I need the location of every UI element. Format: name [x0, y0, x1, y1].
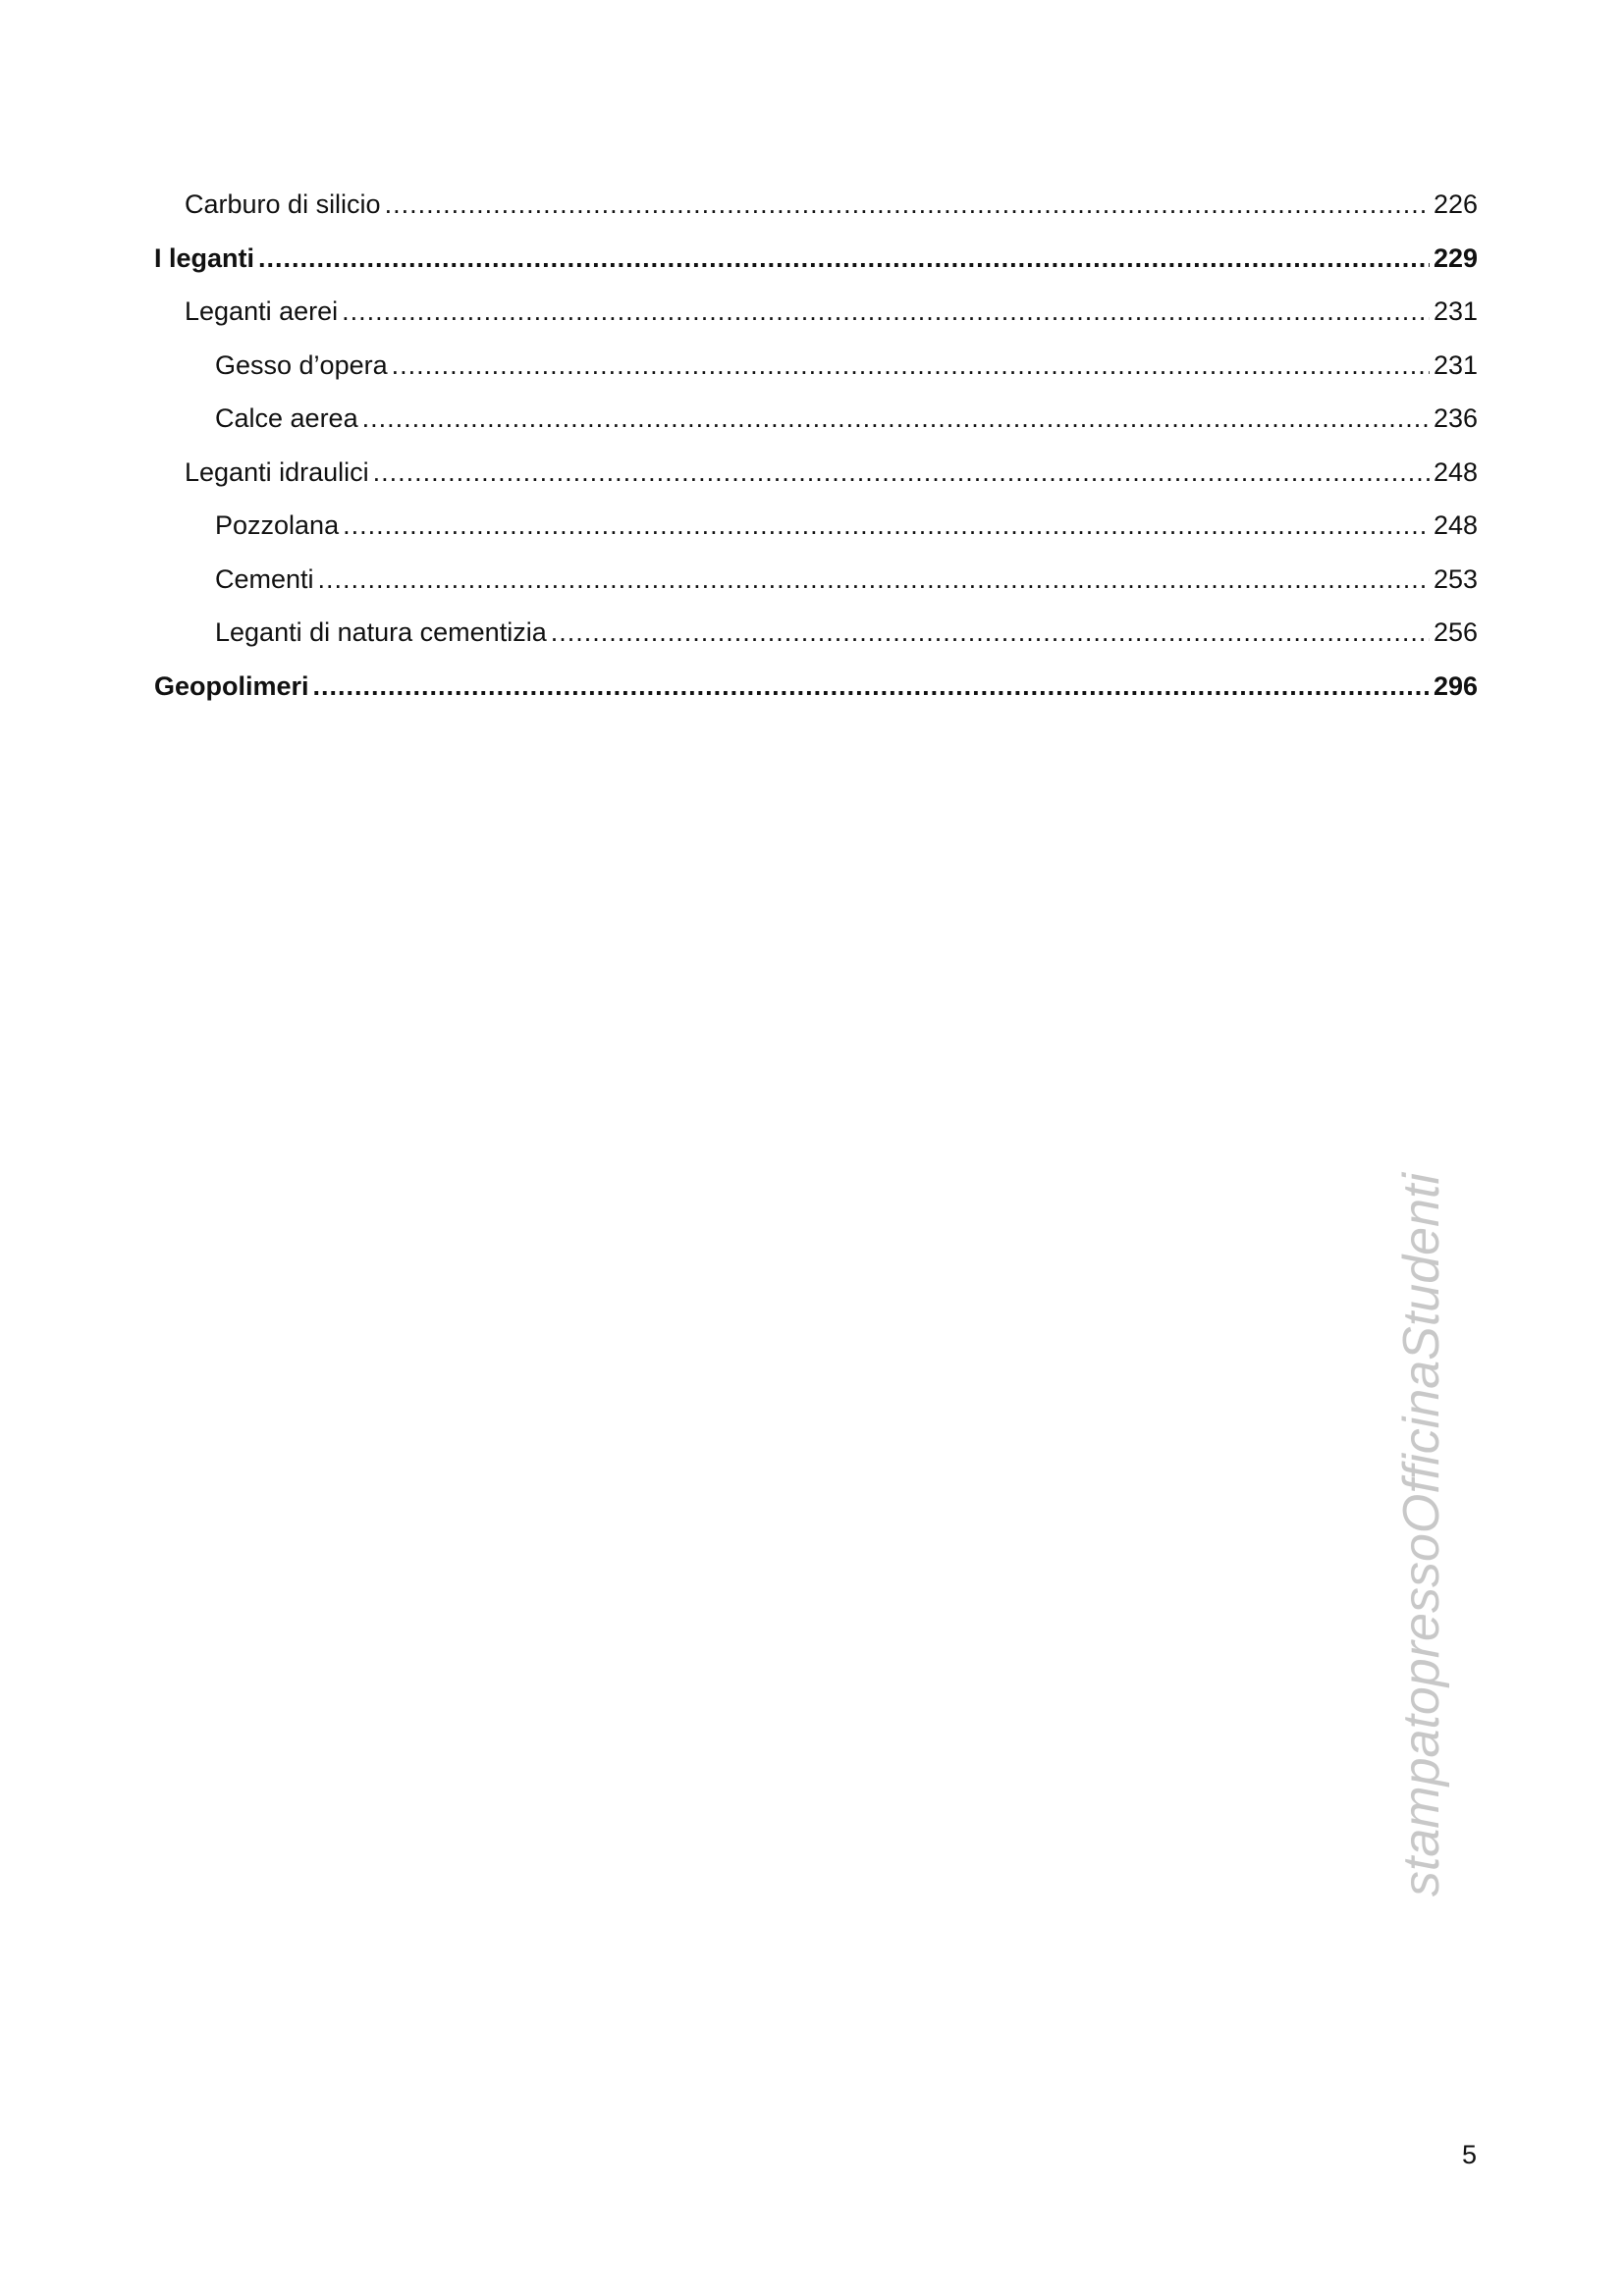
toc-entry-title: Gesso d’opera [215, 349, 388, 380]
toc-dot-leader [342, 298, 1430, 325]
toc-entry-pozzolana[interactable] [154, 512, 1478, 566]
toc-entry-carburo-di-silicio[interactable] [154, 191, 1478, 245]
toc-entry-page: 256 [1433, 617, 1478, 647]
toc-entry-cementi[interactable] [154, 563, 1478, 620]
toc-entry-page: 236 [1433, 403, 1478, 433]
toc-entry-title: Carburo di silicio [185, 189, 381, 219]
toc-entry-gesso-opera[interactable] [154, 349, 1478, 406]
toc-entry-title: I leganti [154, 242, 255, 273]
toc-entry-title: Calce aerea [215, 403, 358, 433]
toc-entry-title: Geopolimeri [154, 670, 309, 701]
toc-dot-leader [258, 245, 1430, 272]
toc-dot-leader [551, 619, 1430, 646]
toc-entry-page: 229 [1433, 242, 1478, 273]
toc-entry-leganti-aerei[interactable] [154, 298, 1478, 352]
toc-entry-leganti-idraulici[interactable] [154, 456, 1478, 513]
toc-dot-leader [362, 405, 1430, 432]
toc-entry-i-leganti[interactable] [154, 242, 1478, 299]
toc-entry-title: Leganti aerei [185, 296, 339, 326]
toc-entry-calce-aerea[interactable] [154, 405, 1478, 459]
toc-entry-title: Leganti idraulici [185, 456, 369, 487]
toc-entry-page: 248 [1433, 510, 1478, 540]
toc-entry-title: Leganti di natura cementizia [215, 617, 547, 647]
toc-entry-page: 231 [1433, 296, 1478, 326]
table-of-contents [154, 191, 1478, 726]
toc-entry-title: Cementi [215, 563, 314, 594]
toc-entry-geopolimeri[interactable] [154, 670, 1478, 727]
toc-dot-leader [313, 673, 1430, 700]
toc-entry-leganti-di-natura-cementizia[interactable] [154, 619, 1478, 673]
watermark-text: stampatopressoOfficinaStudenti [1393, 1173, 1450, 1897]
toc-entry-title: Pozzolana [215, 510, 340, 540]
page-number: 5 [1461, 2140, 1477, 2169]
toc-entry-page: 253 [1433, 563, 1478, 594]
toc-entry-page: 231 [1433, 349, 1478, 380]
toc-dot-leader [343, 512, 1430, 539]
toc-entry-page: 226 [1433, 189, 1478, 219]
toc-dot-leader [318, 566, 1430, 593]
toc-dot-leader [392, 352, 1430, 379]
toc-dot-leader [385, 191, 1430, 218]
watermark [1392, 1173, 1451, 2017]
toc-entry-page: 248 [1433, 456, 1478, 487]
toc-entry-page: 296 [1433, 670, 1478, 701]
toc-dot-leader [373, 459, 1430, 486]
